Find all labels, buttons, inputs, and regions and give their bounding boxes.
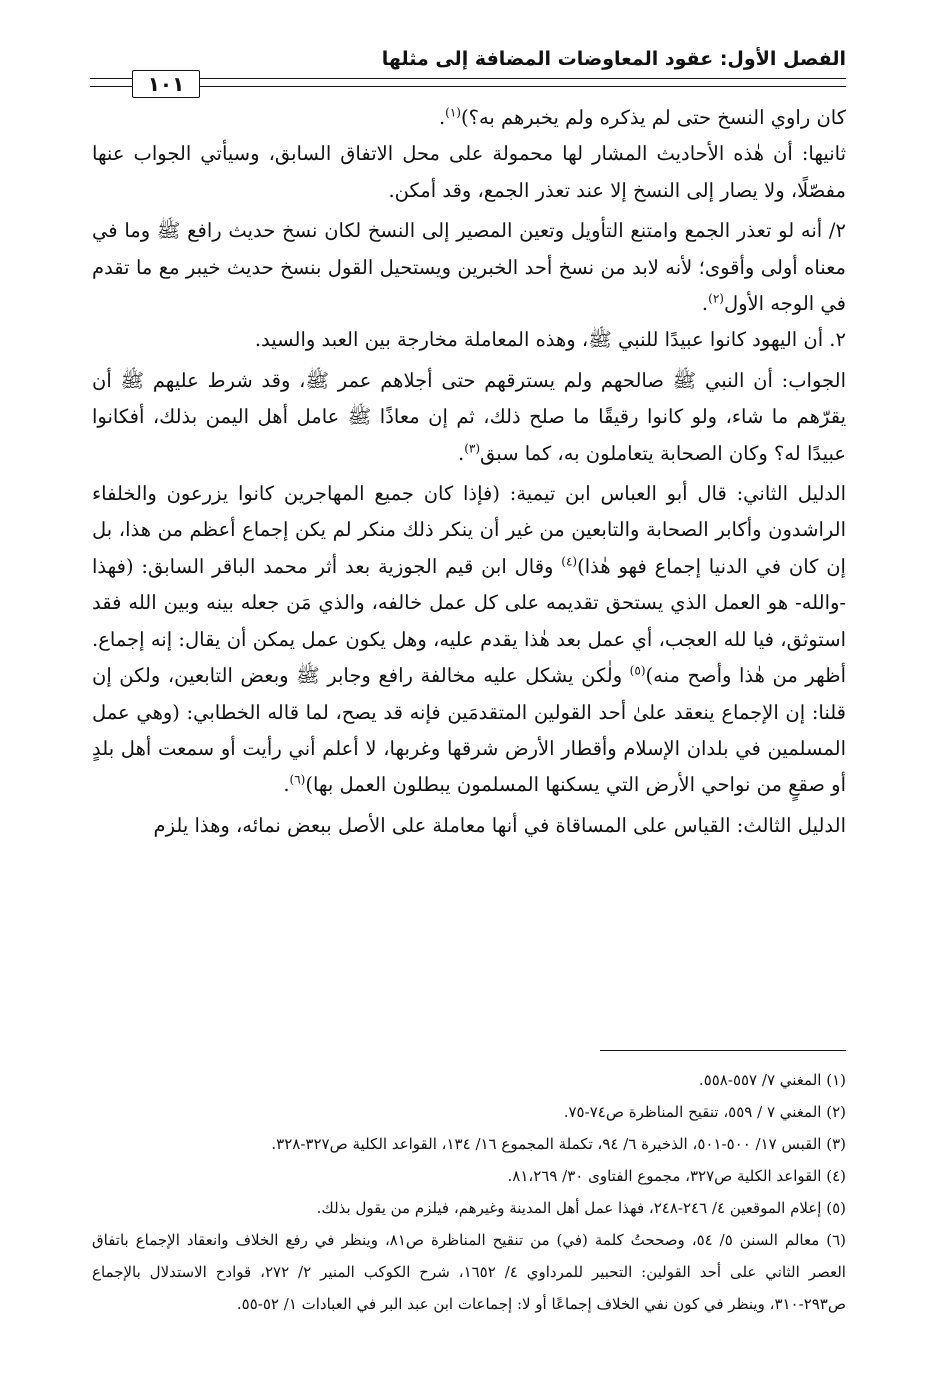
paragraph: ٢. أن اليهود كانوا عبيدًا للنبي ﷺ، وهذه المعاملة مخارجة بين العبد والسيد. [254,328,846,352]
header-rule-bottom [90,86,846,87]
running-title: الفصل الأول: عقود المعاوضات المضافة إلى مثلها [381,48,846,70]
header-rule-top [90,78,846,79]
paragraph [92,213,846,322]
paragraph-text: الدليل الثاني: قال أبو العباس ابن تيمية: (فإذا كان جميع المهاجرين كانوا يزرعون والخلفاء الراشدون وأكابر الصحابة والتابعين من غير أن ينكر ذلك منكر لم يكن إجماع أعظم من هذا، بل إن كان في الدنيا إجماع فهو هٰذا) [92,482,846,578]
footnote-ref[interactable]: (٥) [629,663,646,678]
main-text [92,100,846,844]
footnote-ref[interactable]: (٦) [289,772,306,787]
footnotes [92,1064,846,1320]
punctuation: . [701,292,709,316]
footnote: (٢) المغني ٧ / ٥٥٩، تنقيح المناظرة ص٧٤-٧٥. [563,1103,846,1121]
paragraph: الدليل الثالث: القياس على المساقاة في أنها معاملة على الأصل ببعض نمائه، وهذا يلزم [153,813,846,837]
paragraph [92,363,846,472]
footnote: (٥) إعلام الموقعين ٤/ ٢٤٦-٢٤٨، فهذا عمل أهل المدينة وغيرهم، فيلزم من يقول بذلك. [316,1199,846,1217]
footnote: (١) المغني ٧/ ٥٥٧-٥٥٨. [698,1071,846,1089]
punctuation: . [438,106,446,129]
paragraph-text: ولٰكن يشكل عليه مخالفة رافع وجابر ﷺ وبعض التابعين، ولكن إن قلنا: إن الإجماع ينعقد علىٰ أحد القولين المتقدمَين فإنه قد يصح، لما قاله الخطابي: (وهي عمل المسلمين في بلدان الإسلام وأقطار الأرض شرقها وغربها، لا أعلم أني رأيت أو سمعت أهل بلدٍ أو صقعٍ من نواحي الأرض التي يسكنها المسلمون يبطلون العمل بها) [92,664,846,797]
footnote-separator [600,1050,846,1051]
paragraph: ثانيها: أن هٰذه الأحاديث المشار لها محمولة على محل الاتفاق السابق، وسيأتي الجواب عنها مفصّلًا، ولا يصار إلى النسخ إلا عند تعذر الجمع، وقد أمكن. [92,142,846,202]
footnote: (٦) معالم السنن ٥/ ٥٤، وصححتُ كلمة (في) من تنقيح المناظرة ص٨١، وينظر في رفع الخلاف وانعقاد الإجماع باتفاق العصر الثاني على أحد القولين: التحبير للمرداوي ٤/ ١٦٥٢، شرح الكوكب المنير ٢/ ٢٧٢، قوادح الاستدلال بالإجماع ص٢٩٣-٣١٠، وينظر في كون نفي الخلاف إجماعًا أو لا: إجماعات ابن عبد البر في العبادات ١/ ٥٢-٥٥. [92,1231,846,1313]
paragraph-text: كان راوي النسخ حتى لم يذكره ولم يخبرهم به؟) [460,106,846,129]
paragraph-text: الجواب: أن النبي ﷺ صالحهم ولم يسترقهم حتى أجلاهم عمر ﷺ، وقد شرط عليهم ﷺ أن يقرّهم ما شاء، ولو كانوا رقيقًا ما صلح ذلك، ثم إن معاذًا ﷺ عامل أهل اليمن بذلك، أفكانوا عبيدًا له؟ وكان الصحابة يتعاملون به، كما سبق [92,368,846,465]
footnote-ref[interactable]: (٢) [708,291,724,306]
footnote-ref[interactable]: (٤) [561,554,578,569]
paragraph [92,100,846,136]
footnote: (٤) القواعد الكلية ص٣٢٧، مجموع الفتاوى ٣٠/ ٨١،٢٦٩. [507,1167,846,1185]
paragraph-text: وقال ابن قيم الجوزية بعد أثر محمد الباقر السابق: (فهذا -والله- هو العمل الذي يستحق تقديمه على كل عمل خالفه، والذي مَن جعله بينه وبين الله فقد استوثق، فيا لله العجب، أي عمل بعد هٰذا يقدم عليه، وهل يكون عمل يمكن أن يقال: إنه إجماع. أظهر من هٰذا وأصح منه) [92,554,846,688]
footnote-ref[interactable]: (١) [445,105,461,120]
paragraph [92,476,846,804]
punctuation: . [458,441,465,465]
page-number: ١٠١ [132,70,200,98]
footnote: (٣) القبس ١٧/ ٥٠٠-٥٠١، الذخيرة ٦/ ٩٤، تكملة المجموع ١٦/ ١٣٤، القواعد الكلية ص٣٢٧-٣٢٨. [271,1135,846,1153]
punctuation: . [283,773,290,797]
footnote-ref[interactable]: (٣) [464,441,481,456]
paragraph-text: ٢/ أنه لو تعذر الجمع وامتنع التأويل وتعين المصير إلى النسخ لكان نسخ حديث رافع ﷺ وما في معناه أولى وأقوى؛ لأنه لابد من نسخ أحد الخبرين ويستحيل القول بنسخ حديث خيبر مع ما تقدم في الوجه الأول [92,219,846,316]
